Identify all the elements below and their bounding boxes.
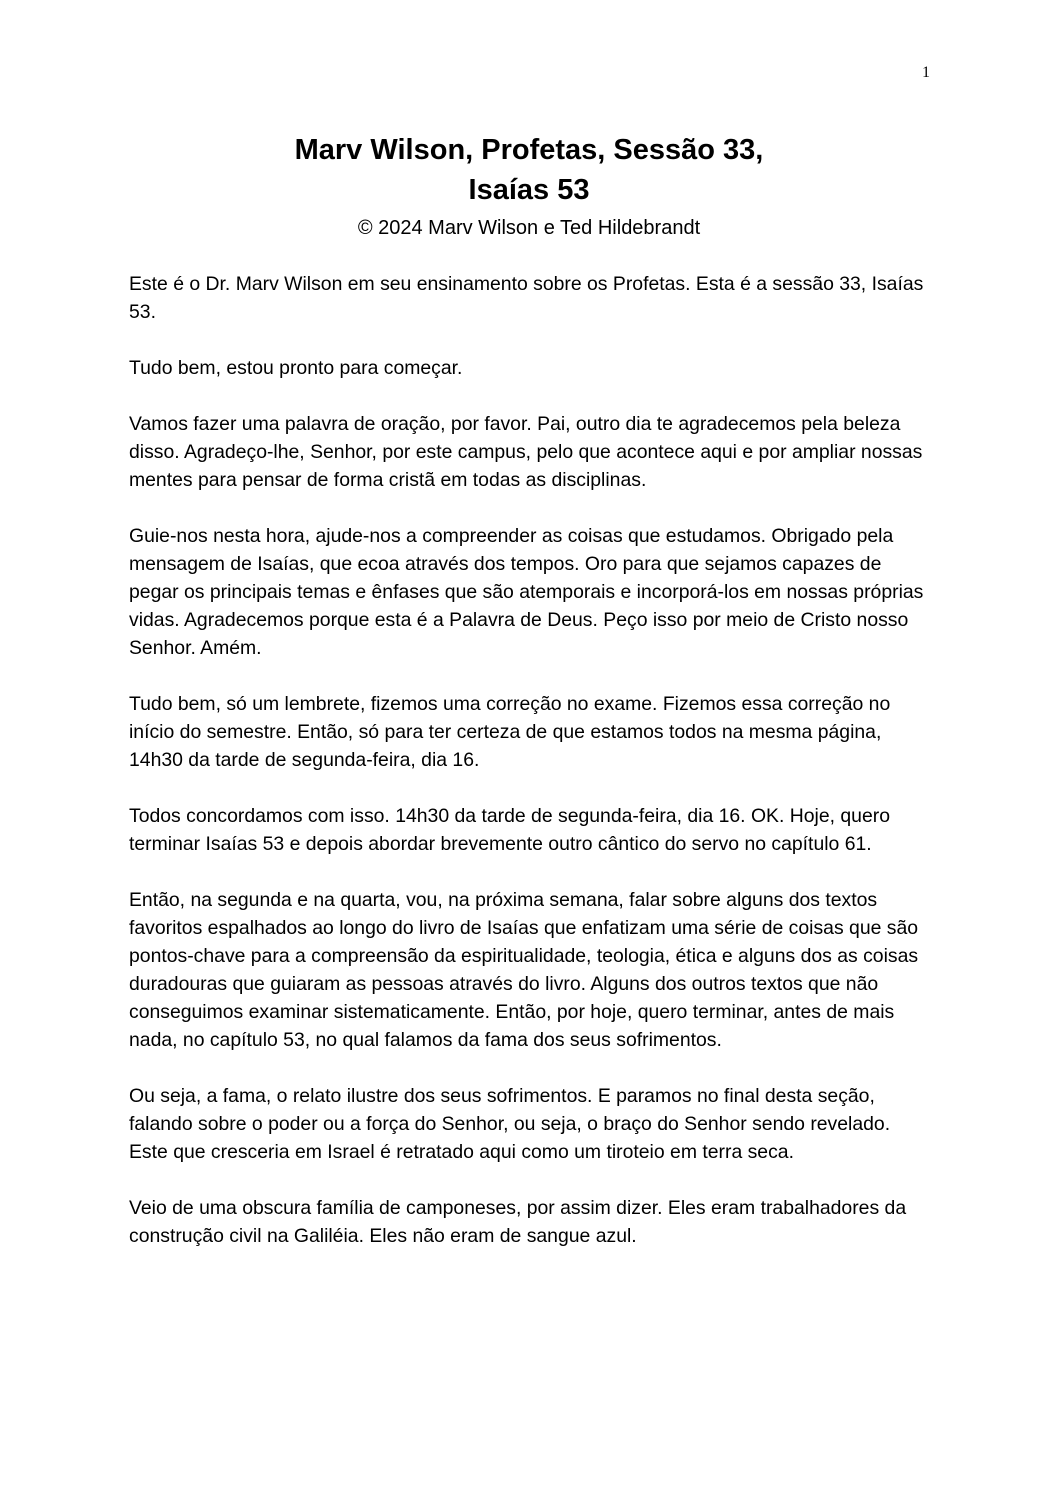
paragraph-2: Tudo bem, estou pronto para começar. (129, 357, 463, 379)
paragraph-9: Veio de uma obscura família de camponeses, por assim dizer. Eles eram trabalhadores da construção civil na Galiléia. Eles não eram de sangue azul. (129, 1197, 907, 1247)
paragraph-5: Tudo bem, só um lembrete, fizemos uma correção no exame. Fizemos essa correção no início do semestre. Então, só para ter certeza de que estamos todos na mesma página, 14h30 da tarde de segunda-feira, dia 16. (129, 693, 891, 771)
paragraph-3: Vamos fazer uma palavra de oração, por favor. Pai, outro dia te agradecemos pela beleza disso. Agradeço-lhe, Senhor, por este campus, pelo que acontece aqui e por ampliar nossas mentes para pensar de forma cristã em todas as disciplinas. (129, 413, 923, 491)
document-body (129, 270, 929, 1278)
document-header (0, 130, 1058, 242)
paragraph-4: Guie-nos nesta hora, ajude-nos a compreender as coisas que estudamos. Obrigado pela mensagem de Isaías, que ecoa através dos tempos. Oro para que sejamos capazes de pegar os principais temas e ênfases que são atemporais e incorporá-los em nossas próprias vidas. Agradecemos porque esta é a Palavra de Deus. Peço isso por meio de Cristo nosso Senhor. Amém. (129, 525, 924, 659)
paragraph-1: Este é o Dr. Marv Wilson em seu ensinamento sobre os Profetas. Esta é a sessão 33, Isaías 53. (129, 273, 924, 323)
document-title-line-2: Isaías 53 (468, 174, 590, 206)
page-number: 1 (922, 64, 930, 81)
paragraph-8: Ou seja, a fama, o relato ilustre dos seus sofrimentos. E paramos no final desta seção, falando sobre o poder ou a força do Senhor, ou seja, o braço do Senhor sendo revelado. Este que cresceria em Israel é retratado aqui como um tiroteio em terra seca. (129, 1085, 891, 1163)
copyright-notice: © 2024 Marv Wilson e Ted Hildebrandt (357, 217, 701, 239)
paragraph-7: Então, na segunda e na quarta, vou, na próxima semana, falar sobre alguns dos textos favoritos espalhados ao longo do livro de Isaías que enfatizam uma série de coisas que são pontos-chave para a compreensão da espiritualidade, teologia, ética e alguns dos as coisas duradouras que guiaram as pessoas através do livro. Alguns dos outros textos que não conseguimos examinar sistematicamente. Então, por hoje, quero terminar, antes de mais nada, no capítulo 53, no qual falamos da fama dos seus sofrimentos. (129, 889, 919, 1051)
paragraph-6: Todos concordamos com isso. 14h30 da tarde de segunda-feira, dia 16. OK. Hoje, quero terminar Isaías 53 e depois abordar brevemente outro cântico do servo no capítulo 61. (129, 805, 890, 855)
document-title-line-1: Marv Wilson, Profetas, Sessão 33, (294, 134, 764, 166)
